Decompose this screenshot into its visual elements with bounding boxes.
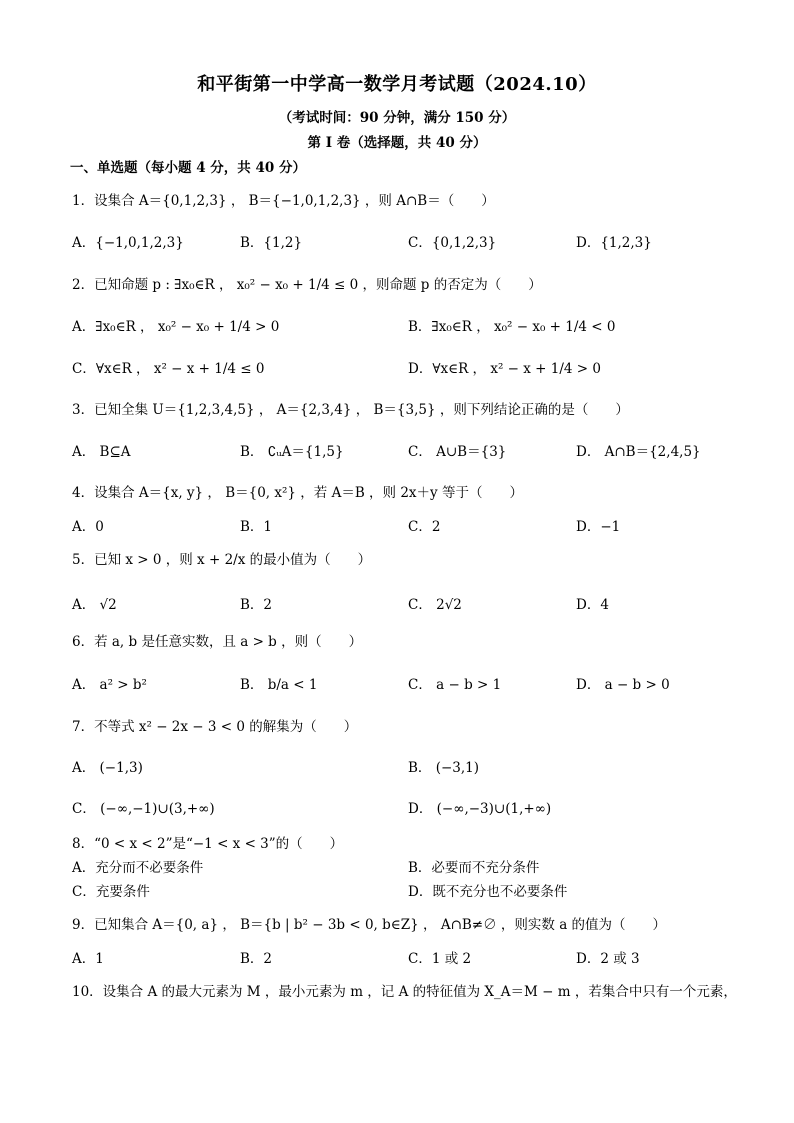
question-7-option-b: B． (−3,1) [408, 760, 480, 776]
question-3-option-c: C． A∪B＝{3} [408, 444, 507, 460]
question-5-option-c: C． 2√2 [408, 597, 462, 613]
question-9-option-d: D．2 或 3 [576, 951, 640, 967]
question-8-option-c: C．充要条件 [72, 884, 150, 900]
question-3: 3．已知全集 U＝{1,2,3,4,5} ， A＝{2,3,4} ， B＝{3,5} ，则下列结论正确的是（ ） [72, 402, 629, 418]
question-1-option-c: C．{0,1,2,3} [408, 235, 497, 251]
question-4-option-c: C．2 [408, 519, 441, 535]
question-1: 1．设集合 A＝{0,1,2,3} ， B＝{−1,0,1,2,3} ，则 A∩B＝（ ） [72, 193, 495, 209]
question-3-option-a: A． B⊆A [72, 444, 131, 460]
question-1-option-b: B．{1,2} [240, 235, 303, 251]
question-8-option-b: B．必要而不充分条件 [408, 860, 540, 876]
question-9-option-a: A．1 [72, 951, 104, 967]
question-3-option-b: B． ∁ᵤA＝{1,5} [240, 444, 344, 460]
question-1-option-a: A．{−1,0,1,2,3} [72, 235, 184, 251]
question-6-option-a: A． a² > b² [72, 677, 147, 693]
question-4-option-b: B．1 [240, 519, 273, 535]
question-10: 10．设集合 A 的最大元素为 M ，最小元素为 m ，记 A 的特征值为 X_A＝M − m ，若集合中只有一个元素， [72, 984, 737, 1000]
question-7-option-c: C． (−∞,−1)∪(3,+∞) [72, 801, 215, 817]
question-8-option-d: D．既不充分也不必要条件 [408, 884, 568, 900]
question-4-option-d: D．−1 [576, 519, 621, 535]
question-7-option-a: A． (−1,3) [72, 760, 143, 776]
question-2-option-d: D．∀x∈R ， x² − x + 1/4 > 0 [408, 361, 601, 377]
question-5-option-a: A． √2 [72, 597, 117, 613]
exam-info: （考试时间：90 分钟，满分 150 分） [278, 110, 516, 126]
question-9-option-b: B．2 [240, 951, 273, 967]
question-2: 2．已知命题 p : ∃x₀∈R ， x₀² − x₀ + 1/4 ≤ 0 ，则命题 p 的否定为（ ） [72, 277, 542, 293]
question-5: 5．已知 x > 0 ，则 x + 2/x 的最小值为（ ） [72, 552, 372, 568]
question-4: 4．设集合 A＝{x, y} ， B＝{0, x²} ，若 A＝B ，则 2x＋y 等于（ ） [72, 485, 523, 501]
question-7: 7．不等式 x² − 2x − 3 < 0 的解集为（ ） [72, 719, 358, 735]
question-6: 6．若 a, b 是任意实数，且 a > b ，则（ ） [72, 634, 363, 650]
question-8: 8．“0 < x < 2”是“−1 < x < 3”的（ ） [72, 836, 344, 852]
question-3-option-d: D． A∩B＝{2,4,5} [576, 444, 701, 460]
question-8-option-a: A．充分而不必要条件 [72, 860, 204, 876]
question-6-option-b: B． b/a < 1 [240, 677, 318, 693]
part-heading: 第 I 卷（选择题，共 40 分） [307, 135, 487, 151]
question-7-option-d: D． (−∞,−3)∪(1,+∞) [408, 801, 552, 817]
question-1-option-d: D．{1,2,3} [576, 235, 652, 251]
question-9-option-c: C．1 或 2 [408, 951, 472, 967]
question-5-option-b: B．2 [240, 597, 273, 613]
question-2-option-c: C．∀x∈R ， x² − x + 1/4 ≤ 0 [72, 361, 265, 377]
question-4-option-a: A．0 [72, 519, 104, 535]
question-2-option-b: B．∃x₀∈R ， x₀² − x₀ + 1/4 < 0 [408, 319, 616, 335]
question-6-option-c: C． a − b > 1 [408, 677, 502, 693]
question-5-option-d: D．4 [576, 597, 609, 613]
question-2-option-a: A．∃x₀∈R ， x₀² − x₀ + 1/4 > 0 [72, 319, 280, 335]
question-9: 9．已知集合 A＝{0, a} ， B＝{b | b² − 3b < 0, b∈Z} ， A∩B≠∅ ，则实数 a 的值为（ ） [72, 917, 667, 933]
question-6-option-d: D． a − b > 0 [576, 677, 670, 693]
page-title: 和平街第一中学高一数学月考试题（2024.10） [197, 74, 597, 95]
section-heading: 一、单选题（每小题 4 分，共 40 分） [70, 160, 306, 176]
